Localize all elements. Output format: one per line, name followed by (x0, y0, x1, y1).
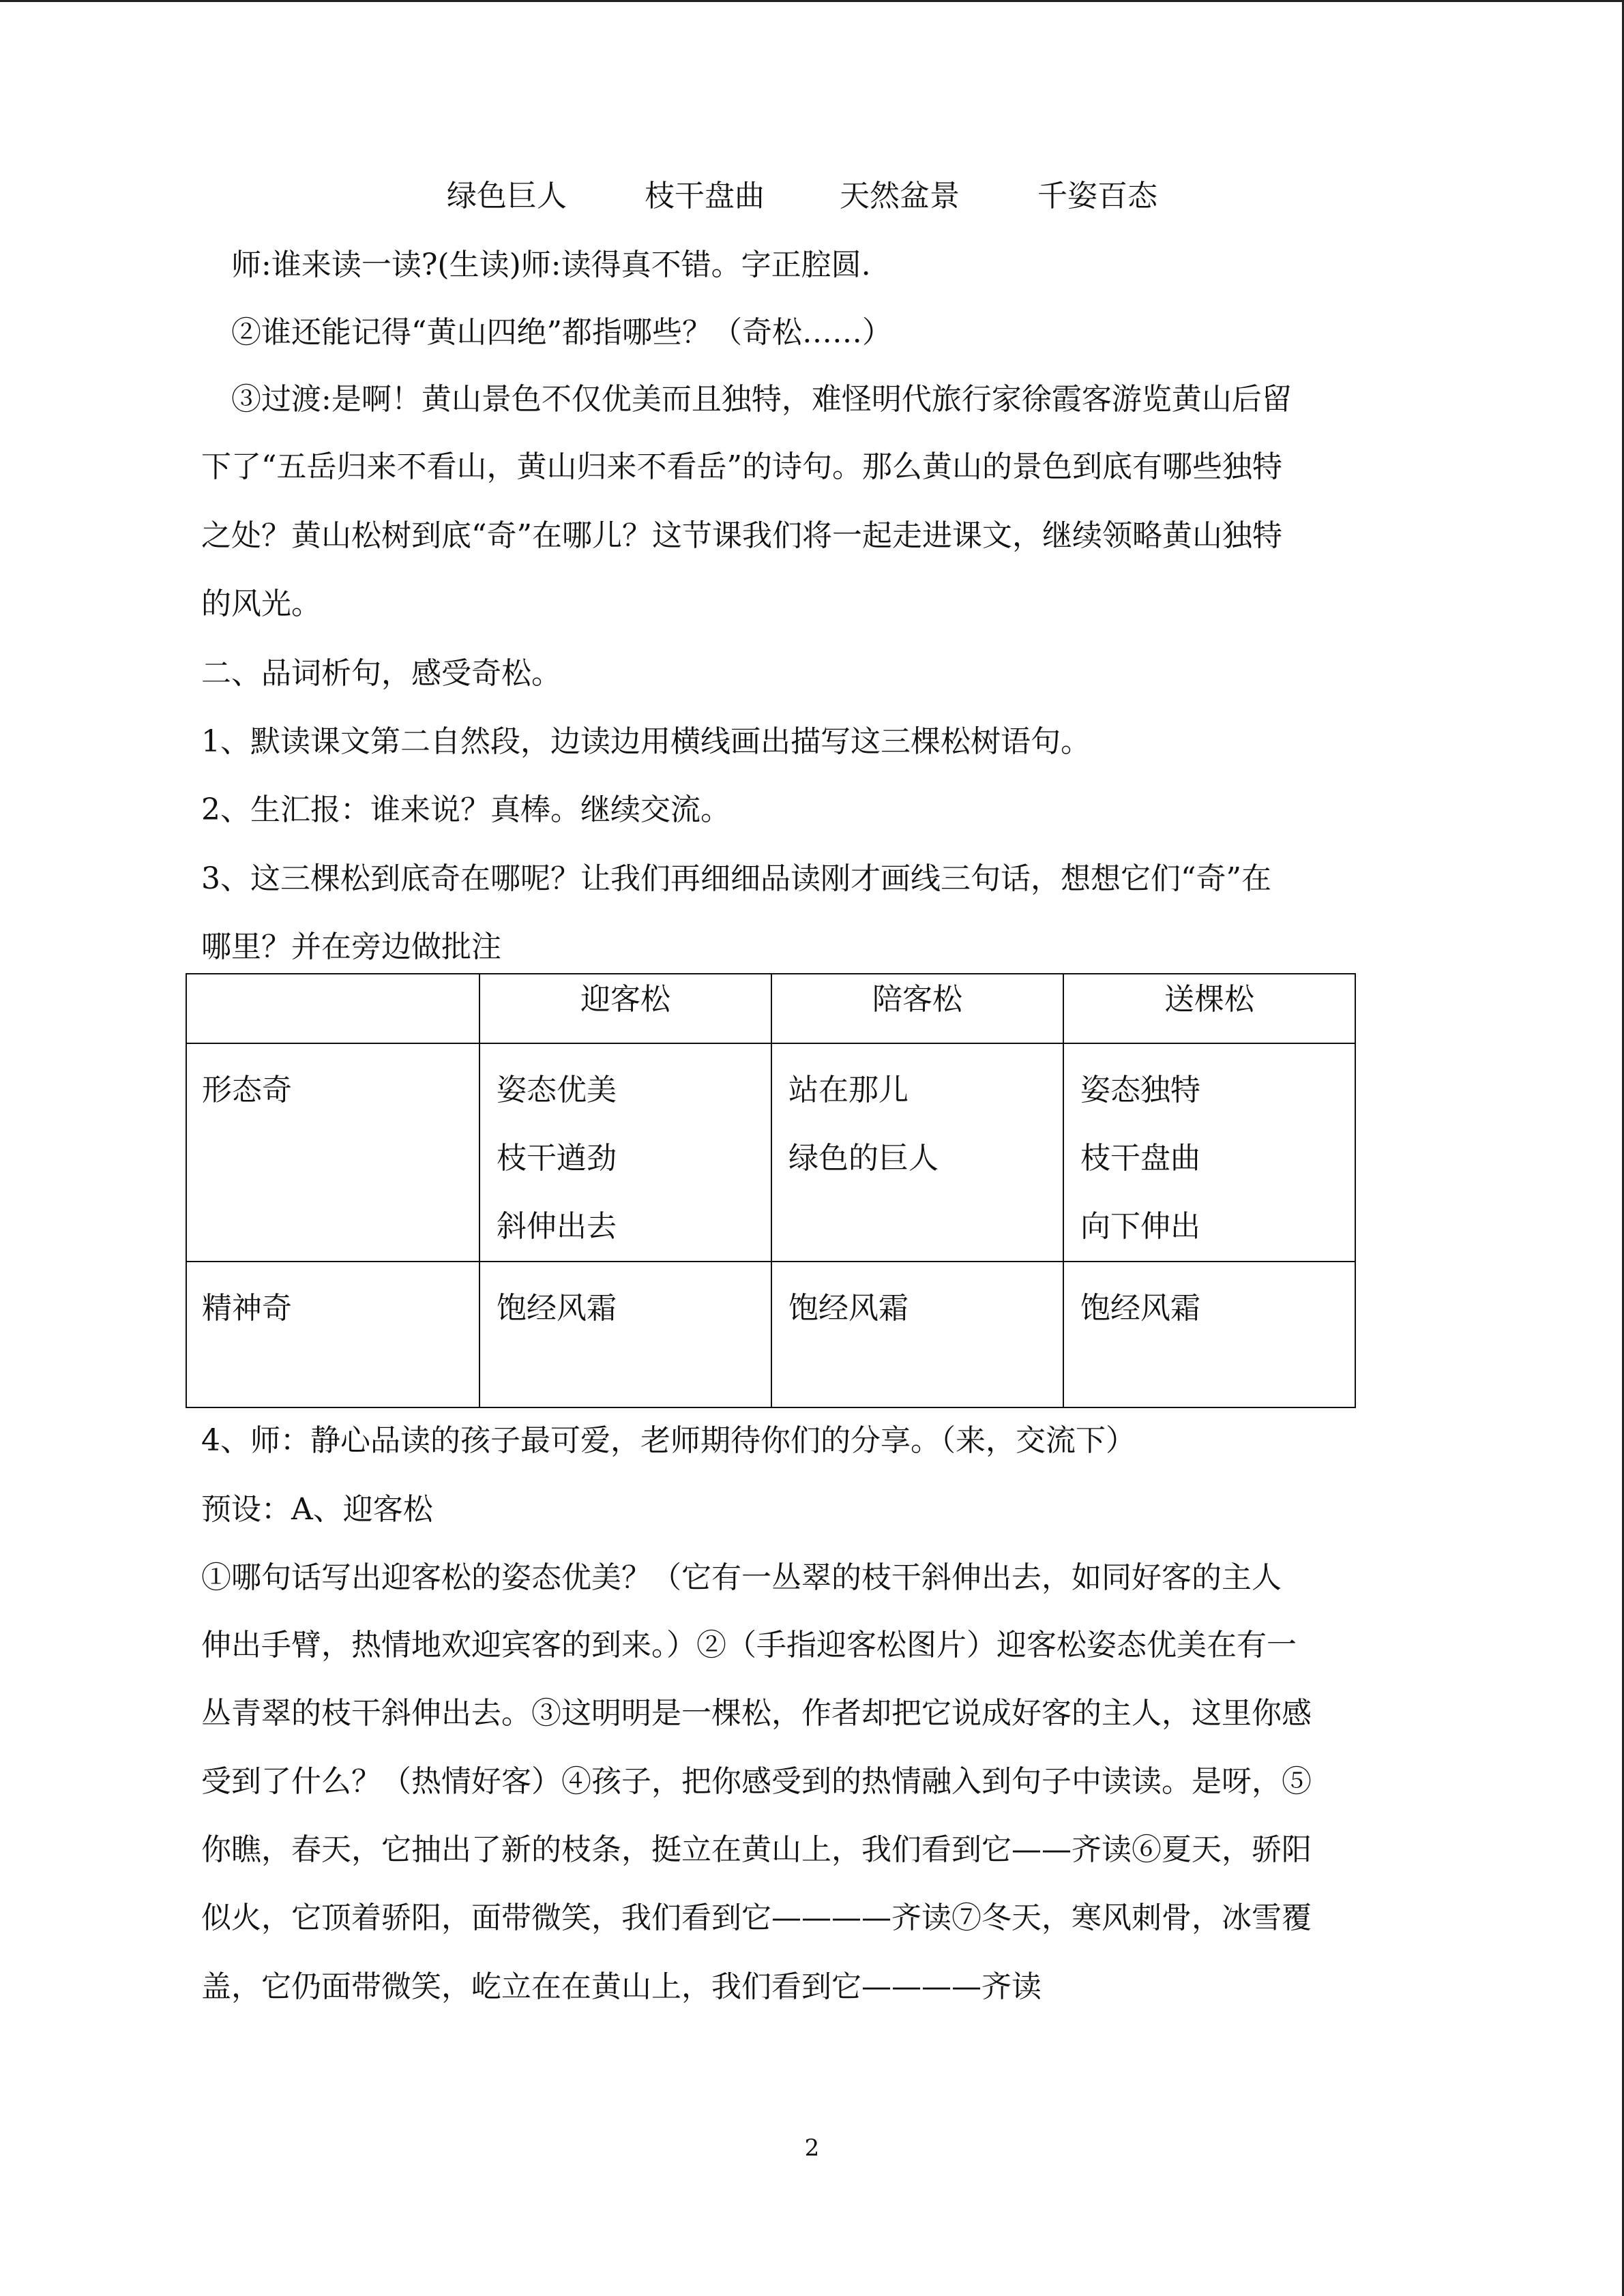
table-header-cell (186, 974, 479, 1043)
top-border (0, 0, 1624, 2)
table-cell (1063, 1262, 1355, 1407)
paragraph-line: 3、这三棵松到底奇在哪呢？让我们再细细品读刚才画线三句话，想想它们“奇”在 (201, 861, 1271, 896)
table-header-cell: 迎客松 (479, 974, 771, 1043)
table-row-label (186, 1043, 479, 1262)
table-cell (1063, 1043, 1355, 1262)
table-row (186, 1043, 1355, 1262)
table-header-cell: 陪客松 (771, 974, 1063, 1043)
paragraph-line: 哪里？并在旁边做批注 (201, 929, 501, 964)
pine-table (186, 973, 1356, 1408)
cell-text: 站在那儿 (788, 1073, 909, 1107)
cell-text: 姿态独特 (1080, 1073, 1200, 1107)
table-row (186, 1262, 1355, 1407)
paragraph-line: 的风光。 (201, 586, 321, 621)
paragraph-line: 下了“五岳归来不看山，黄山归来不看岳”的诗句。那么黄山的景色到底有哪些独特 (201, 449, 1282, 484)
paragraph-line: 之处？黄山松树到底“奇”在哪儿？这节课我们将一起走进课文，继续领略黄山独特 (201, 518, 1282, 553)
cell-text: 绿色的巨人 (788, 1141, 939, 1176)
keyword: 天然盆景 (840, 179, 960, 213)
cell-text: 姿态优美 (497, 1073, 617, 1107)
table-cell (479, 1262, 771, 1407)
section-heading: 二、品词析句，感受奇松。 (201, 656, 561, 691)
cell-text: 枝干遒劲 (497, 1141, 617, 1176)
page-number: 2 (804, 2134, 820, 2162)
keyword: 绿色巨人 (447, 179, 567, 213)
cell-text: 斜伸出去 (497, 1209, 617, 1244)
paragraph-line: ①哪句话写出迎客松的姿态优美？（它有一丛翠的枝干斜伸出去，如同好客的主人 (201, 1560, 1282, 1595)
paragraph-line: 预设：A、迎客松 (201, 1492, 433, 1527)
row-label-text: 精神奇 (202, 1291, 292, 1326)
paragraph-line: 受到了什么？（热情好客）④孩子，把你感受到的热情融入到句子中读读。是呀，⑤ (201, 1764, 1312, 1799)
cell-text: 向下伸出 (1080, 1209, 1200, 1244)
table-cell (771, 1043, 1063, 1262)
paragraph-line: 盖，它仍面带微笑，屹立在在黄山上，我们看到它————齐读 (201, 1969, 1042, 2004)
cell-text: 饱经风霜 (497, 1291, 617, 1326)
paragraph-line: 似火，它顶着骄阳，面带微笑，我们看到它————齐读⑦冬天，寒风刺骨，冰雪覆 (201, 1900, 1312, 1935)
keyword: 枝干盘曲 (645, 179, 765, 213)
table-row-label (186, 1262, 479, 1407)
paragraph-line: 你瞧，春天，它抽出了新的枝条，挺立在黄山上，我们看到它——齐读⑥夏天，骄阳 (201, 1832, 1312, 1867)
cell-text: 枝干盘曲 (1080, 1141, 1200, 1176)
cell-text: 饱经风霜 (1080, 1291, 1200, 1326)
table-cell (771, 1262, 1063, 1407)
table-header-cell: 送棵松 (1063, 974, 1355, 1043)
row-label-text: 形态奇 (202, 1073, 292, 1107)
paragraph-line: 2、生汇报：谁来说？真棒。继续交流。 (201, 792, 730, 827)
paragraph-line: 伸出手臂，热情地欢迎宾客的到来。）②（手指迎客松图片）迎客松姿态优美在有一 (201, 1628, 1297, 1663)
table-cell (479, 1043, 771, 1262)
paragraph-line: ③过渡:是啊！黄山景色不仅优美而且独特，难怪明代旅行家徐霞客游览黄山后留 (201, 382, 1292, 417)
paragraph-line: 师:谁来读一读?(生读)师:读得真不错。字正腔圆. (201, 248, 871, 282)
cell-text: 饱经风霜 (788, 1291, 909, 1326)
paragraph-line: 丛青翠的枝干斜伸出去。③这明明是一棵松，作者却把它说成好客的主人，这里你感 (201, 1696, 1312, 1731)
keyword: 千姿百态 (1037, 179, 1157, 213)
paragraph-line: ②谁还能记得“黄山四绝”都指哪些？（奇松……） (201, 315, 892, 350)
table-header-row (186, 974, 1355, 1043)
paragraph-line: 4、师：静心品读的孩子最可爱，老师期待你们的分享。（来，交流下） (201, 1423, 1136, 1458)
paragraph-line: 1、默读课文第二自然段，边读边用横线画出描写这三棵松树语句。 (201, 724, 1091, 759)
